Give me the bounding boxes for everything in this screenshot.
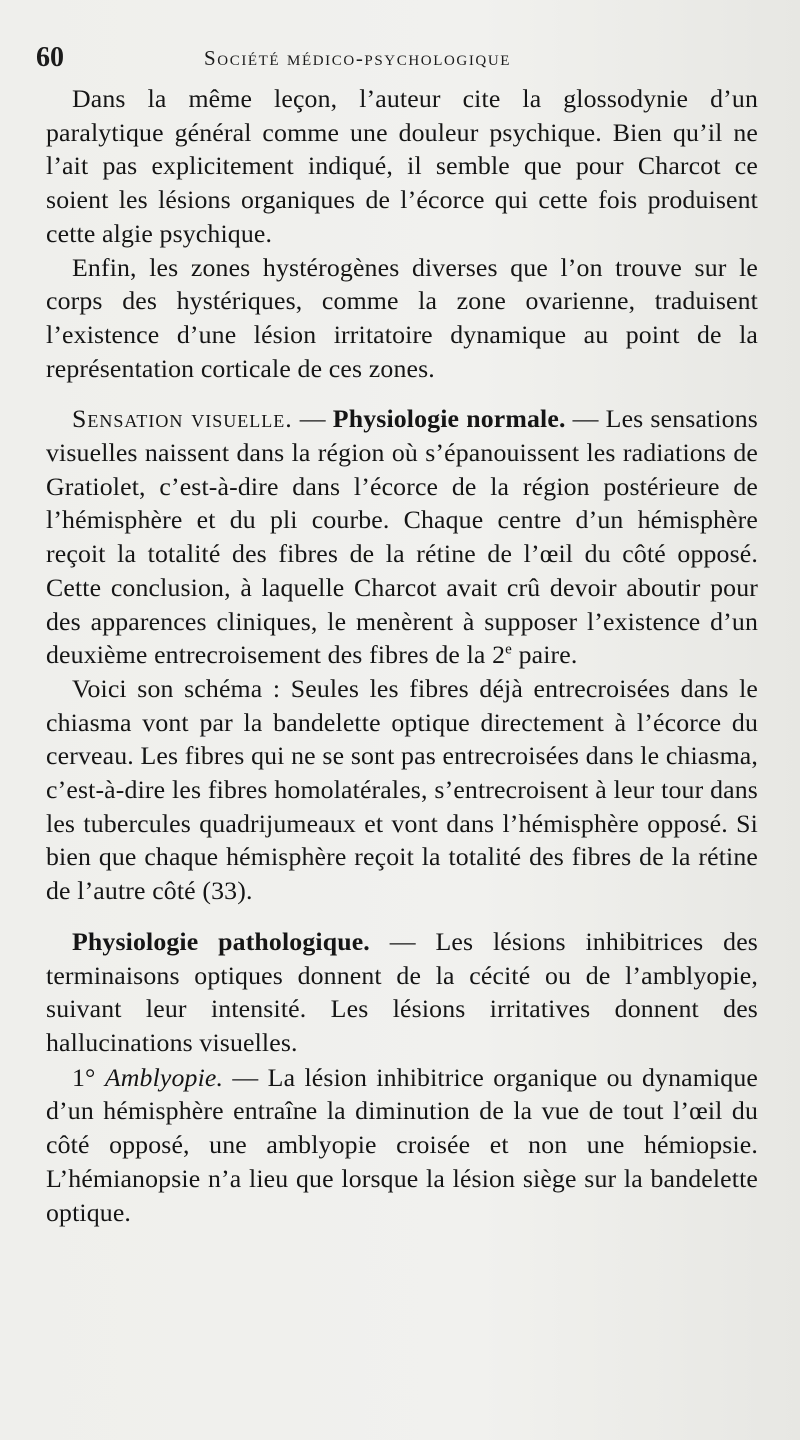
paragraph-amblyopie [46, 1061, 758, 1230]
paragraph-text: La lésion inhibitrice organique ou dynamique d’un hémisphère entraîne la diminution de la vue de tout l’œil du côté opposé, une amblyopie croisée et non une hémiopsie. L’hémianopsie n’a lieu que lorsque la lésion siège sur la bandelette optique. [46, 1062, 758, 1227]
em-dash: — [565, 404, 606, 434]
list-number: 1° [72, 1062, 96, 1092]
em-dash: — [369, 926, 436, 956]
paragraph-physiologie-pathologique [46, 925, 758, 1060]
paragraph-sensation-visuelle [46, 402, 758, 672]
section-heading-sensation-visuelle: Sensation visuelle. [72, 404, 293, 434]
paragraph-zones-hysterogenes: Enfin, les zones hystérogènes diverses que l’on trouve sur le corps des hystériques, comme la zone ovarienne, traduisent l’existence d’une lésion irritatoire dynamique au point de la représentation corticale de ces zones. [46, 252, 758, 383]
body-text [46, 82, 758, 1229]
running-head [36, 38, 756, 78]
em-dash: — [223, 1062, 268, 1092]
ordinal-superscript: e [505, 641, 512, 658]
subheading-amblyopie: Amblyopie. [104, 1062, 224, 1092]
subheading-physiologie-pathologique: Physiologie pathologique. [72, 926, 370, 956]
paragraph-schema: Voici son schéma : Seules les fibres déjà entrecroisées dans le chiasma vont par la bandelette optique directement à l’écorce du cerveau. Les fibres qui ne se sont pas entrecroisées dans le chiasma, c’est-à-dire les fibres homolatérales, s’entrecroisent à leur tour dans les tubercules quadrijumeaux et vont dans l’hémisphère opposé. Si bien que chaque hémisphère reçoit la totalité des fibres de la rétine de l’autre côté (33). [46, 673, 758, 906]
subheading-physiologie-normale: Physiologie normale. [332, 404, 566, 434]
page-number: 60 [36, 42, 64, 73]
journal-title: Société médico-psychologique [204, 46, 512, 70]
paragraph-text-end: paire. [511, 640, 578, 670]
em-dash: — [292, 404, 333, 434]
paragraph-text: Les lésions inhibitrices des terminaisons optiques donnent de la cécité ou de l’amblyopie, suivant leur intensité. Les lésions irritatives donnent des hallucinations visuelles. [46, 926, 758, 1057]
paragraph-text: Les sensations visuelles naissent dans la région où s’épanouissent les radiations de Gratiolet, c’est-à-dire dans l’écorce de la région postérieure de l’hémisphère et du pli courbe. Chaque centre d’un hémisphère reçoit la totalité des fibres de la rétine de l’œil du côté opposé. Cette conclusion, à laquelle Charcot avait crû devoir aboutir pour des apparences cliniques, le menèrent à supposer l’existence d’un deuxième entrecroisement des fibres de la 2 [46, 404, 758, 670]
paragraph-glossodynie: Dans la même leçon, l’auteur cite la glossodynie d’un paralytique général comme une douleur psychique. Bien qu’il ne l’ait pas explicitement indiqué, il semble que pour Charcot ce soient les lésions organiques de l’écorce qui cette fois produisent cette algie psychique. [46, 84, 758, 248]
